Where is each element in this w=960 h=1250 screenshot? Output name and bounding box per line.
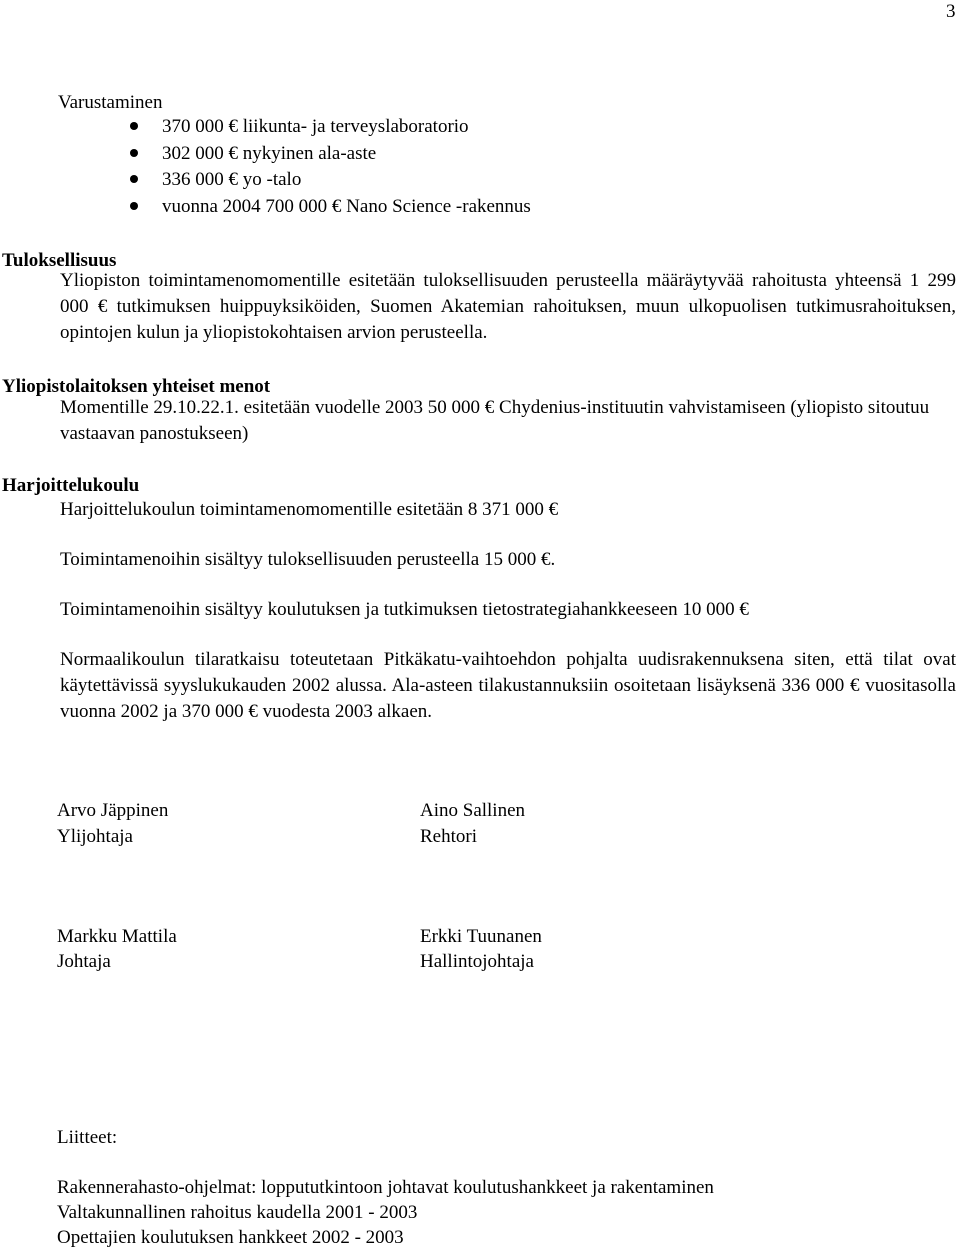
signature-title-1: Ylijohtaja [57, 826, 133, 847]
tuloksellisuus-heading: Tuloksellisuus [2, 250, 117, 271]
yhteiset-menot-heading: Yliopistolaitoksen yhteiset menot [2, 376, 271, 397]
liitteet-item-1: Rakennerahasto-ohjelmat: loppututkintoon johtavat koulutushankkeet ja rakentaminen [57, 1177, 714, 1198]
signature-name-4: Erkki Tuunanen [420, 926, 542, 947]
bullet-icon [130, 202, 138, 210]
harjoittelukoulu-paragraph: Normaalikoulun tilaratkaisu toteutetaan Pitkäkatu-vaihtoehdon pohjalta uudisrakennuksena siten, että tilat ovat käytettävissä syyslukukauden 2002 alussa. Ala-asteen tilakustannuksiin osoitetaan lisäyksenä 336 000 € vuositasolla vuonna 2002 ja 370 000 € vuodesta 2003 alkaen. [60, 649, 956, 722]
signature-title-2: Rehtori [420, 826, 477, 847]
tuloksellisuus-paragraph: Yliopiston toimintamenomomentille esitetään tuloksellisuuden perusteella määräytyvää rahoitusta yhteensä 1 299 000 € tutkimuksen huippuyksiköiden, Suomen Akatemian rahoituksen, muun ulkopuolisen tutkimusrahoituksen, opintojen kulun ja yliopistokohtaisen arvion perusteella. [60, 270, 956, 343]
page-number: 3 [946, 1, 956, 22]
bullet-icon [130, 149, 138, 157]
signature-name-2: Aino Sallinen [420, 800, 526, 821]
harjoittelukoulu-heading: Harjoittelukoulu [2, 475, 140, 496]
signature-title-4: Hallintojohtaja [420, 951, 534, 972]
harjoittelukoulu-line-2: Toimintamenoihin sisältyy tuloksellisuuden perusteella 15 000 €. [60, 549, 556, 570]
harjoittelukoulu-line-1: Harjoittelukoulun toimintamenomomentille esitetään 8 371 000 € [60, 499, 559, 520]
harjoittelukoulu-line-3: Toimintamenoihin sisältyy koulutuksen ja tutkimuksen tietostrategiahankkeeseen 10 000 € [60, 599, 749, 620]
signature-title-3: Johtaja [57, 951, 111, 972]
liitteet-item-3: Opettajien koulutuksen hankkeet 2002 - 2003 [57, 1227, 404, 1248]
varustaminen-heading: Varustaminen [58, 92, 163, 113]
liitteet-heading: Liitteet: [57, 1127, 118, 1148]
bullet-icon [130, 175, 138, 183]
bullet-icon [130, 122, 138, 130]
signature-name-3: Markku Mattila [57, 926, 177, 947]
signature-name-1: Arvo Jäppinen [57, 800, 169, 821]
liitteet-item-2: Valtakunnallinen rahoitus kaudella 2001 - 2003 [57, 1202, 418, 1223]
yhteiset-menot-paragraph: Momentille 29.10.22.1. esitetään vuodelle 2003 50 000 € Chydenius-instituutin vahvistamiseen (yliopisto sitoutuu vastaavan panostukseen) [60, 397, 930, 444]
